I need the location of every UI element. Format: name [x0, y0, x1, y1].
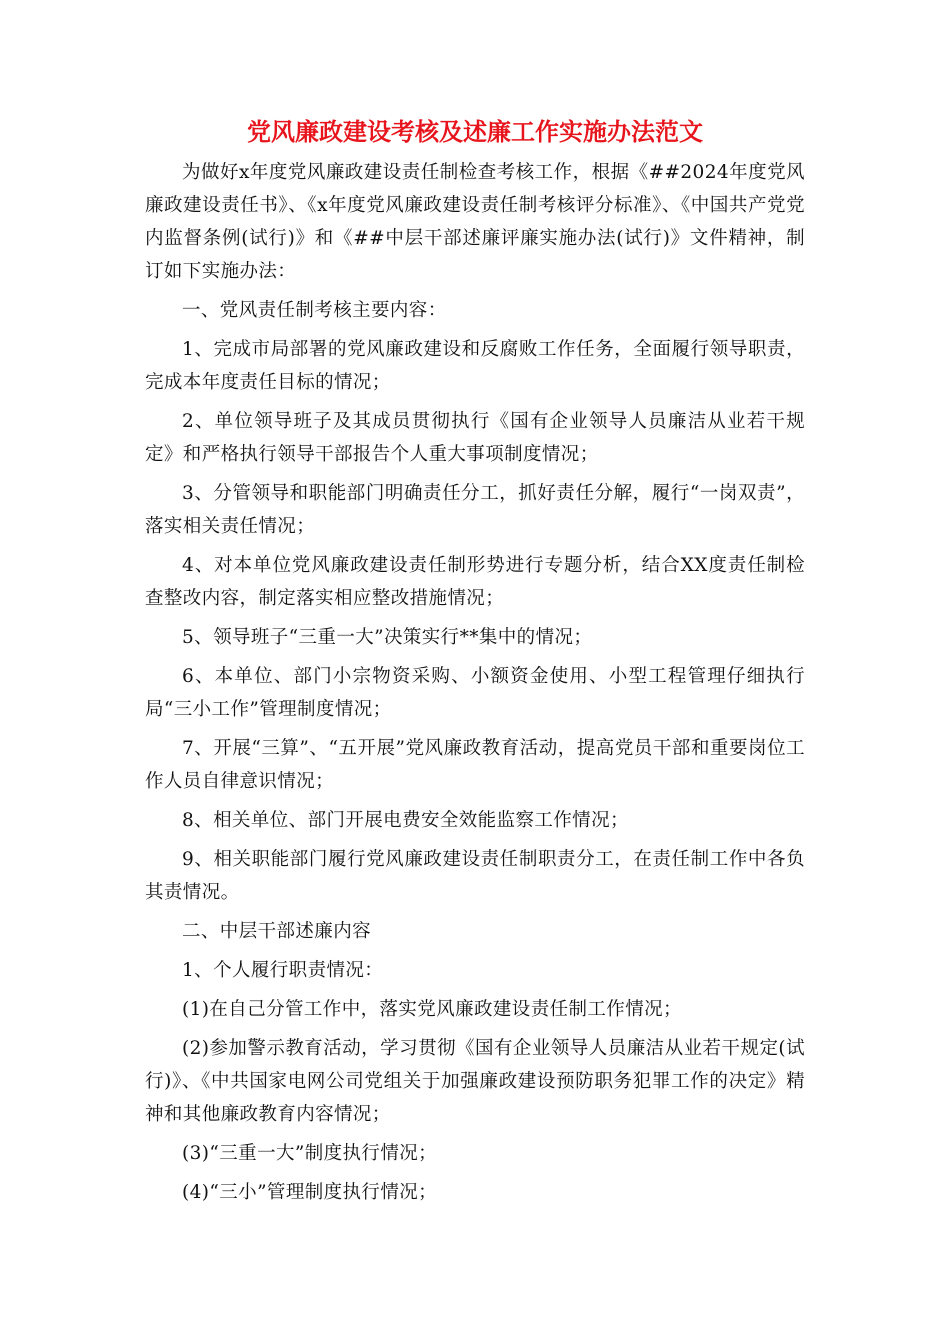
intro-paragraph: 为做好x年度党风廉政建设责任制检查考核工作，根据《##2024年度党风廉政建设责任书》、《x年度党风廉政建设责任制考核评分标准》、《中国共产党党内监督条例(试行)》和《##中层干部述廉评廉实施办法(试行)》文件精神，制订如下实施办法： [145, 162, 805, 282]
list-item: 7、开展“三算”、“五开展”党风廉政教育活动，提高党员干部和重要岗位工作人员自律意识情况； [145, 738, 805, 792]
list-item: (4)“三小”管理制度执行情况； [182, 1182, 438, 1203]
section-heading-1: 一、党风责任制考核主要内容： [182, 300, 447, 321]
list-item: 3、分管领导和职能部门明确责任分工，抓好责任分解，履行“一岗双责”，落实相关责任情况； [145, 483, 805, 537]
list-item: (1)在自己分管工作中，落实党风廉政建设责任制工作情况； [182, 999, 682, 1020]
list-item: 1、完成市局部署的党风廉政建设和反腐败工作任务，全面履行领导职责，完成本年度责任目标的情况； [145, 339, 805, 393]
list-item: (3)“三重一大”制度执行情况； [182, 1143, 438, 1164]
section-heading-2: 二、中层干部述廉内容 [182, 921, 372, 942]
sub-heading: 1、个人履行职责情况： [182, 960, 384, 981]
list-item: 4、对本单位党风廉政建设责任制形势进行专题分析，结合XX度责任制检查整改内容，制定落实相应整改措施情况； [145, 555, 805, 609]
list-item: 9、相关职能部门履行党风廉政建设责任制职责分工，在责任制工作中各负其责情况。 [145, 849, 805, 903]
list-item: 5、领导班子“三重一大”决策实行**集中的情况； [182, 627, 593, 648]
list-item: (2)参加警示教育活动，学习贯彻《国有企业领导人员廉洁从业若干规定(试行)》、《中共国家电网公司党组关于加强廉政建设预防职务犯罪工作的决定》精神和其他廉政教育内容情况； [145, 1038, 805, 1125]
list-item: 2、单位领导班子及其成员贯彻执行《国有企业领导人员廉洁从业若干规定》和严格执行领导干部报告个人重大事项制度情况； [145, 411, 805, 465]
document-title: 党风廉政建设考核及述廉工作实施办法范文 [247, 118, 703, 146]
list-item: 6、本单位、部门小宗物资采购、小额资金使用、小型工程管理仔细执行局“三小工作”管理制度情况； [145, 666, 805, 720]
list-item: 8、相关单位、部门开展电费安全效能监察工作情况； [182, 810, 629, 831]
document-page [145, 112, 805, 1215]
